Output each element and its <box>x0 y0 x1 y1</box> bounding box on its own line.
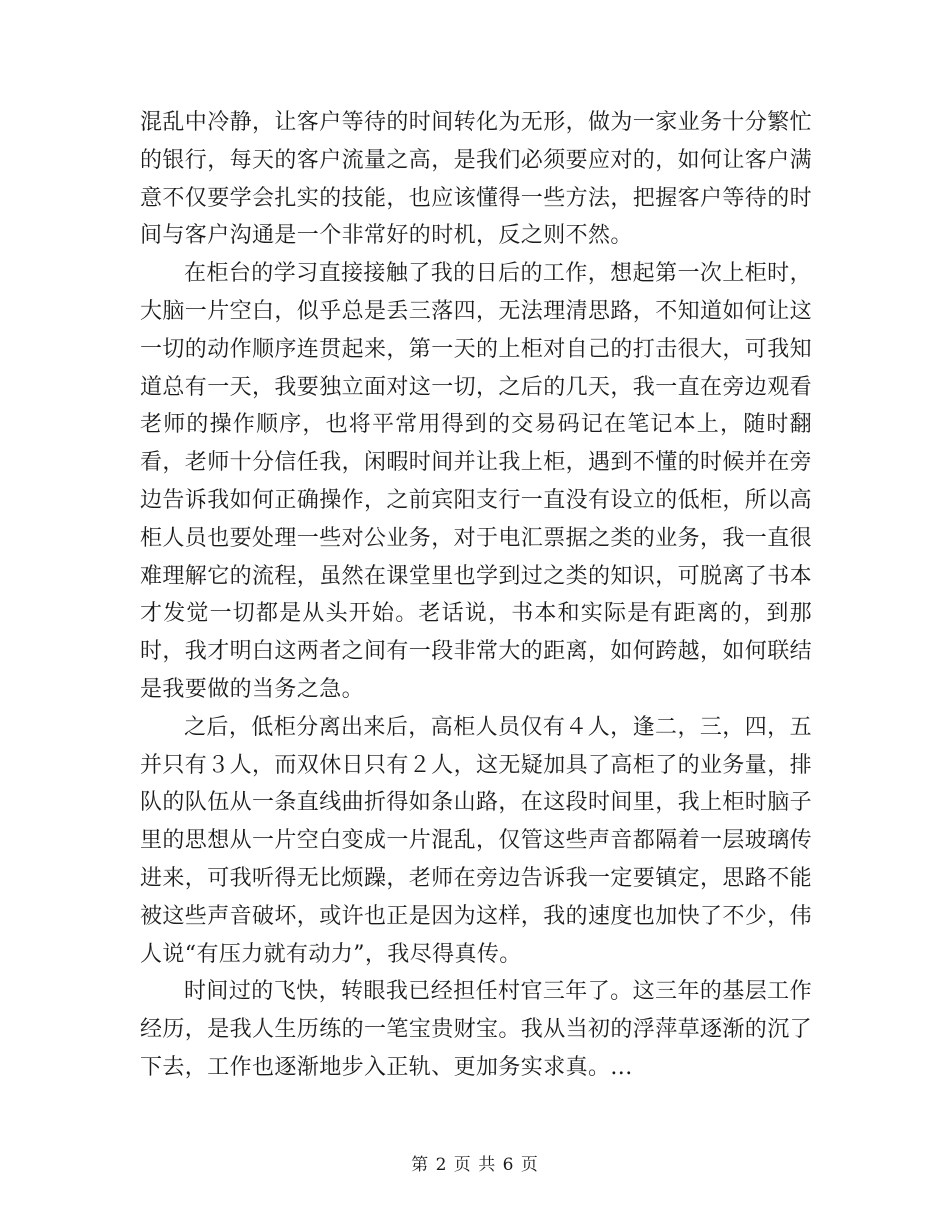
page-number-footer: 第 2 页 共 6 页 <box>411 1155 539 1175</box>
paragraph-1: 混乱中冷静，让客户等待的时间转化为无形，做为一家业务十分繁忙的银行，每天的客户流量之高，是我们必须要应对的，如何让客户满意不仅要学会扎实的技能，也应该懂得一些方法，把握客户等待的时间与客户沟通是一个非常好的时机，反之则不然。 <box>140 110 813 249</box>
paragraph-4: 时间过的飞快，转眼我已经担任村官三年了。这三年的基层工作经历，是我人生历练的一笔宝贵财宝。我从当初的浮萍草逐渐的沉了下去，工作也逐渐地步入正轨、更加务实求真。... <box>140 979 813 1080</box>
paragraph-2: 在柜台的学习直接接触了我的日后的工作，想起第一次上柜时，大脑一片空白，似乎总是丢三落四，无法理清思路，不知道如何让这一切的动作顺序连贯起来，第一天的上柜对自己的打击很大，可我知道总有一天，我要独立面对这一切，之后的几天，我一直在旁边观看老师的操作顺序，也将平常用得到的交易码记在笔记本上，随时翻看，老师十分信任我，闲暇时间并让我上柜，遇到不懂的时候并在旁边告诉我如何正确操作，之前宾阳支行一直没有设立的低柜，所以高柜人员也要处理一些对公业务，对于电汇票据之类的业务，我一直很难理解它的流程，虽然在课堂里也学到过之类的知识，可脱离了书本才发觉一切都是从头开始。老话说，书本和实际是有距离的，到那时，我才明白这两者之间有一段非常大的距离，如何跨越，如何联结是我要做的当务之急。 <box>140 261 813 702</box>
document-body <box>140 104 812 1087</box>
paragraph-3: 之后，低柜分离出来后，高柜人员仅有４人，逢二，三，四，五并只有３人，而双休日只有２人，这无疑加具了高柜了的业务量，排队的队伍从一条直线曲折得如条山路，在这段时间里，我上柜时脑子里的思想从一片空白变成一片混乱，仅管这些声音都隔着一层玻璃传进来，可我听得无比烦躁，老师在旁边告诉我一定要镇定，思路不能被这些声音破坏，或许也正是因为这样，我的速度也加快了不少，伟人说“有压力就有动力”，我尽得真传。 <box>140 714 813 967</box>
